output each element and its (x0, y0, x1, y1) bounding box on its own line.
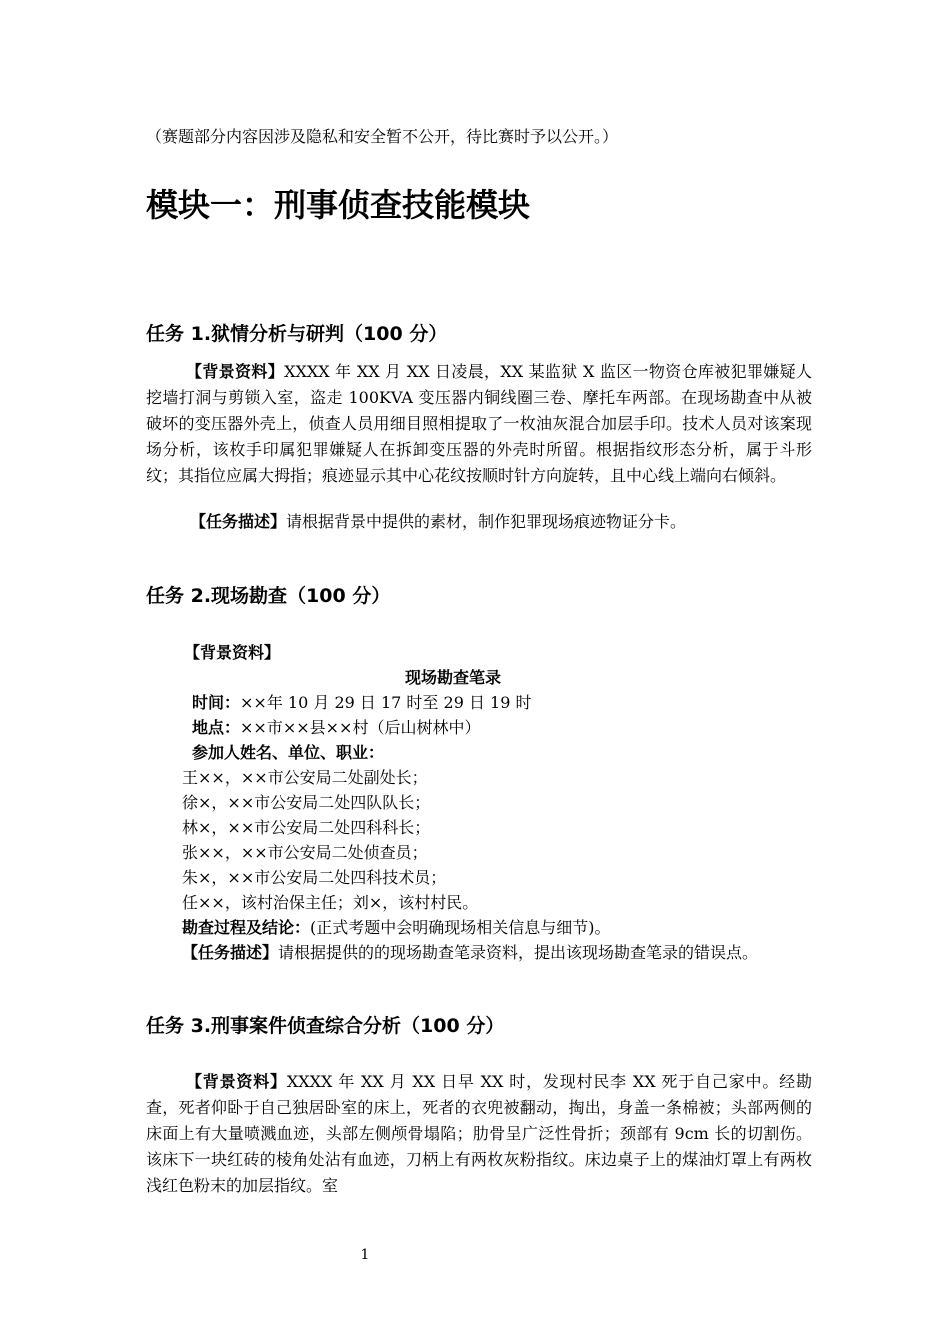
participant-item: 林×，××市公安局二处四科科长； (182, 818, 431, 837)
task2-task (146, 940, 812, 966)
task1-task-text: 请根据背景中提供的素材，制作犯罪现场痕迹物证分卡。 (286, 512, 687, 531)
task3-title: 任务 3.刑事案件侦查综合分析（100 分） (146, 1015, 505, 1037)
task1-background-label: 【背景资料】 (186, 362, 285, 381)
place-value: ××市××县××村（后山树林中） (240, 718, 481, 737)
record-process (182, 915, 611, 941)
participant-item: 任××，该村治保主任；刘×，该村村民。 (182, 893, 479, 912)
participant-item: 张××，××市公安局二处侦查员； (182, 843, 428, 862)
process-label: 勘查过程及结论： (182, 918, 311, 937)
task1-background (146, 359, 812, 489)
task3-background (146, 1069, 812, 1199)
participant-item: 朱×，××市公安局二处四科技术员； (182, 868, 447, 887)
participants-label: 参加人姓名、单位、职业： (192, 743, 385, 762)
record-title: 现场勘查笔录 (404, 668, 501, 687)
task2-task-text: 请根据提供的的现场勘查笔录资料，提出该现场勘查笔录的错误点。 (278, 943, 759, 962)
record-time (192, 690, 532, 716)
participant-item: 王××，××市公安局二处副处长； (182, 768, 428, 787)
task1-title: 任务 1.狱情分析与研判（100 分） (146, 323, 448, 345)
process-value: (正式考题中会明确现场相关信息与细节)。 (310, 918, 611, 937)
place-label: 地点： (192, 718, 241, 737)
task1-background-text: XXXX 年 XX 月 XX 日凌晨，XX 某监狱 X 监区一物资仓库被犯罪嫌疑人挖墙打洞与剪锁入室，盗走 100KVA 变压器内铜线圈三卷、摩托车两部。在现场勘查中从被破坏的变压器外壳上，侦查人员用细目照相提取了一枚油灰混合加层手印。技术人员对该案现场分析，该枚手印属犯罪嫌疑人在拆卸变压器的外壳时所留。根据指纹形态分析，属于斗形纹；其指位应属大拇指；痕迹显示其中心花纹按顺时针方向旋转，且中心线上端向右倾斜。 (146, 362, 812, 485)
task3-background-text: XXXX 年 XX 月 XX 日早 XX 时，发现村民李 XX 死于自己家中。经勘查，死者仰卧于自己独居卧室的床上，死者的衣兜被翻动，掏出，身盖一条棉被；头部两侧的床面上有大量喷溅血迹，头部左侧颅骨塌陷；肋骨呈广泛性骨折；颈部有 9cm 长的切割伤。该床下一块红砖的棱角处沾有血迹，刀柄上有两枚灰粉指纹。床边桌子上的煤油灯罩上有两枚浅红色粉末的加层指纹。室 (146, 1072, 812, 1195)
task2-title: 任务 2.现场勘查（100 分） (146, 585, 391, 607)
participant-item: 徐×，××市公安局二处四队队长； (182, 793, 431, 812)
notice-text: （赛题部分内容因涉及隐私和安全暂不公开，待比赛时予以公开。） (146, 127, 619, 146)
module-title: 模块一：刑事侦查技能模块 (146, 186, 531, 224)
task1-task (146, 509, 812, 535)
record-place (192, 715, 480, 741)
task2-task-label: 【任务描述】 (182, 943, 279, 962)
task2-background-label: 【背景资料】 (184, 643, 281, 662)
page-number: 1 (360, 1247, 370, 1263)
time-label: 时间： (192, 693, 241, 712)
time-value: ××年 10 月 29 日 17 时至 29 日 19 时 (240, 693, 532, 712)
task1-task-label: 【任务描述】 (190, 512, 287, 531)
task3-background-label: 【背景资料】 (186, 1072, 287, 1091)
